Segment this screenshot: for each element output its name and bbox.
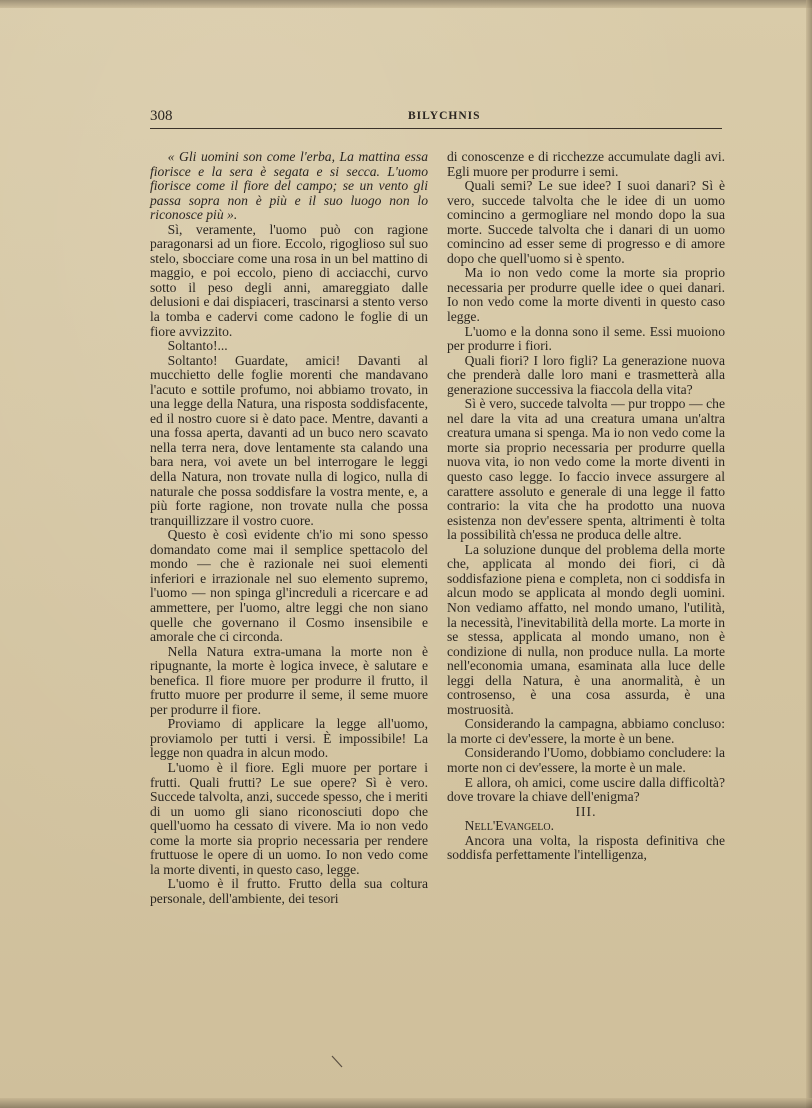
page-right-edge xyxy=(806,0,812,1108)
paragraph: L'uomo è il frutto. Frutto della sua coltura personale, dell'ambiente, dei tesori xyxy=(150,876,428,906)
page-bottom-edge xyxy=(0,1098,812,1108)
paragraph: Nella Natura extra-umana la morte non è ripugnante, la morte è logica invece, è salutare e benefica. Il fiore muore per produrre il frutto, il frutto muore per produrre il seme, il seme muore per produrre il fiore. xyxy=(150,643,428,717)
page-top-edge xyxy=(0,0,812,8)
page-header xyxy=(150,108,722,130)
paragraph: Considerando la campagna, abbiamo concluso: la morte ci dev'essere, la morte è un bene. xyxy=(447,716,725,746)
paragraph: Questo è così evidente ch'io mi sono spesso domandato come mai il semplice spettacolo del mondo — che è razionale nei suoi elementi inferiori e irrazionale nel suo elemento supremo, l'uomo — non spinga gl'increduli a ricercare e ad ammettere, per l'uomo, altre leggi che non siano quelle che governano il Cosmo insensibile e amorale che ci circonda. xyxy=(150,527,428,645)
paragraph: La soluzione dunque del problema della morte che, applicata al mondo dei fiori, ci dà soddisfazione piena e completa, non ci soddisfa in alcun modo se applicata al mondo degli uomini. Non vediamo affatto, nel mondo umano, l'utilità, la necessità, l'inevitabilità della morte. La morte in se stessa, applicata al mondo umano, non è condizione di nulla, non produce nulla. La morte nell'economia umana, esaminata alla luce delle leggi della Natura, è una anormalità, è un controsenso, è una cosa assurda, è una mostruosità. xyxy=(447,541,725,717)
paragraph: Soltanto!... xyxy=(167,338,228,354)
page-number: 308 xyxy=(150,108,173,124)
paragraph: L'uomo e la donna sono il seme. Essi muoiono per produrre i fiori. xyxy=(447,323,725,354)
section-subheading-line xyxy=(447,819,725,834)
paragraph: Soltanto! Guardate, amici! Davanti al mucchietto delle foglie morenti che mandavano l'acuto e sottile profumo, noi abbiamo trovato, in una legge della Natura, una risposta soddisfacente, ed il nostro cuore si è dato pace. Mentre, davanti a una fossa aperta, davanti ad un buco nero scavato nella terra nera, dove lentamente sta calando una bara nera, voi avete un bel interrogare le leggi della Natura, non trovate nulla di logico, nulla di naturale che possa soddisfare la vostra mente, e, a più forte ragione, non trovate nulla che possa tranquillizzare il vostro cuore. xyxy=(150,352,428,528)
paragraph: Ma io non vedo come la morte sia proprio necessaria per produrre quelle idee o quei danari. Io non vedo come la morte diventi in questo caso legge. xyxy=(447,265,725,325)
paragraph: E allora, oh amici, come uscire dalla difficoltà? dove trovare la chiave dell'enigma? xyxy=(447,774,725,805)
right-column xyxy=(447,150,725,863)
paragraph: Sì, veramente, l'uomo può con ragione paragonarsi ad un fiore. Eccolo, rigoglioso sul suo stelo, sbocciare come una rosa in un bel mattino di maggio, e poi eccolo, pieno di acciacchi, curvo sotto il peso degli anni, amareggiato dalle delusioni e dai dispiaceri, trascinarsi a stento verso la tomba e cadervi come cadono le foglie di un fiore avvizzito. xyxy=(150,221,428,339)
paragraph: L'uomo è il fiore. Egli muore per portare i frutti. Quali frutti? Le sue opere? Sì è vero. Succede talvolta, anzi, succede spesso, che i meriti di un uomo gli siano riconosciuti dopo che quell'uomo ha cessato di vivere. Ma io non vedo come la morte sia proprio necessaria per rendere fruttuose le opere di un uomo. Io non vedo come la morte diventi, in questo caso, legge. xyxy=(150,759,428,877)
paragraph: Proviamo di applicare la legge all'uomo, proviamolo per tutti i versi. È impossibile! La legge non quadra in alcun modo. xyxy=(150,716,428,761)
section-number: III. xyxy=(575,803,597,819)
paragraph: Quali semi? Le sue idee? I suoi danari? Sì è vero, succede talvolta che le idee di un uomo comincino a germogliare nel mondo dopo la sua morte. Succede talvolta che i danari di un uomo comincino ad esser seme di progresso e di amore dopo che quell'uomo si è spento. xyxy=(447,178,725,266)
paragraph: Sì è vero, succede talvolta — pur troppo — che nel dare la vita ad una creatura umana un'altra creatura umana si spenga. Ma io non vedo come la morte sia proprio necessaria per produrre quella nuova vita, io non vedo come la morte diventi in questo caso legge. Io faccio invece assurgere al carattere assoluto e generale di una legge il fatto contrario: la vita che ha prodotto una nuova esistenza non dev'essere spenta, altrimenti è tolta la possibilità ch'essa ne produca delle altre. xyxy=(447,396,725,543)
left-column xyxy=(150,150,428,906)
paragraph: Ancora una volta, la risposta definitiva che soddisfa perfettamente l'intelligenza, xyxy=(447,832,725,863)
paragraph-continued: di conoscenze e di ricchezze accumulate dagli avi. Egli muore per produrre i semi. xyxy=(447,149,725,179)
paragraph: Quali fiori? I loro figli? La generazione nuova che prenderà dalle loro mani e trasmetterà alla generazione successiva la fiaccola della vita? xyxy=(447,352,725,397)
header-rule xyxy=(150,128,722,129)
pencil-mark xyxy=(330,1055,344,1069)
epigraph-quote: « Gli uomini son come l'erba, La mattina essa fiorisce e la sera è segata e si secca. L'uomo fiorisce come il fiore del campo; se un vento gli passa sopra non è più e il suo luogo non lo riconosce più ». xyxy=(150,149,428,223)
running-title: BILYCHNIS xyxy=(408,110,481,122)
section-subheading: Nell'Evangelo. xyxy=(464,818,555,834)
paragraph: Considerando l'Uomo, dobbiamo concludere: la morte non ci dev'essere, la morte è un male. xyxy=(447,745,725,775)
